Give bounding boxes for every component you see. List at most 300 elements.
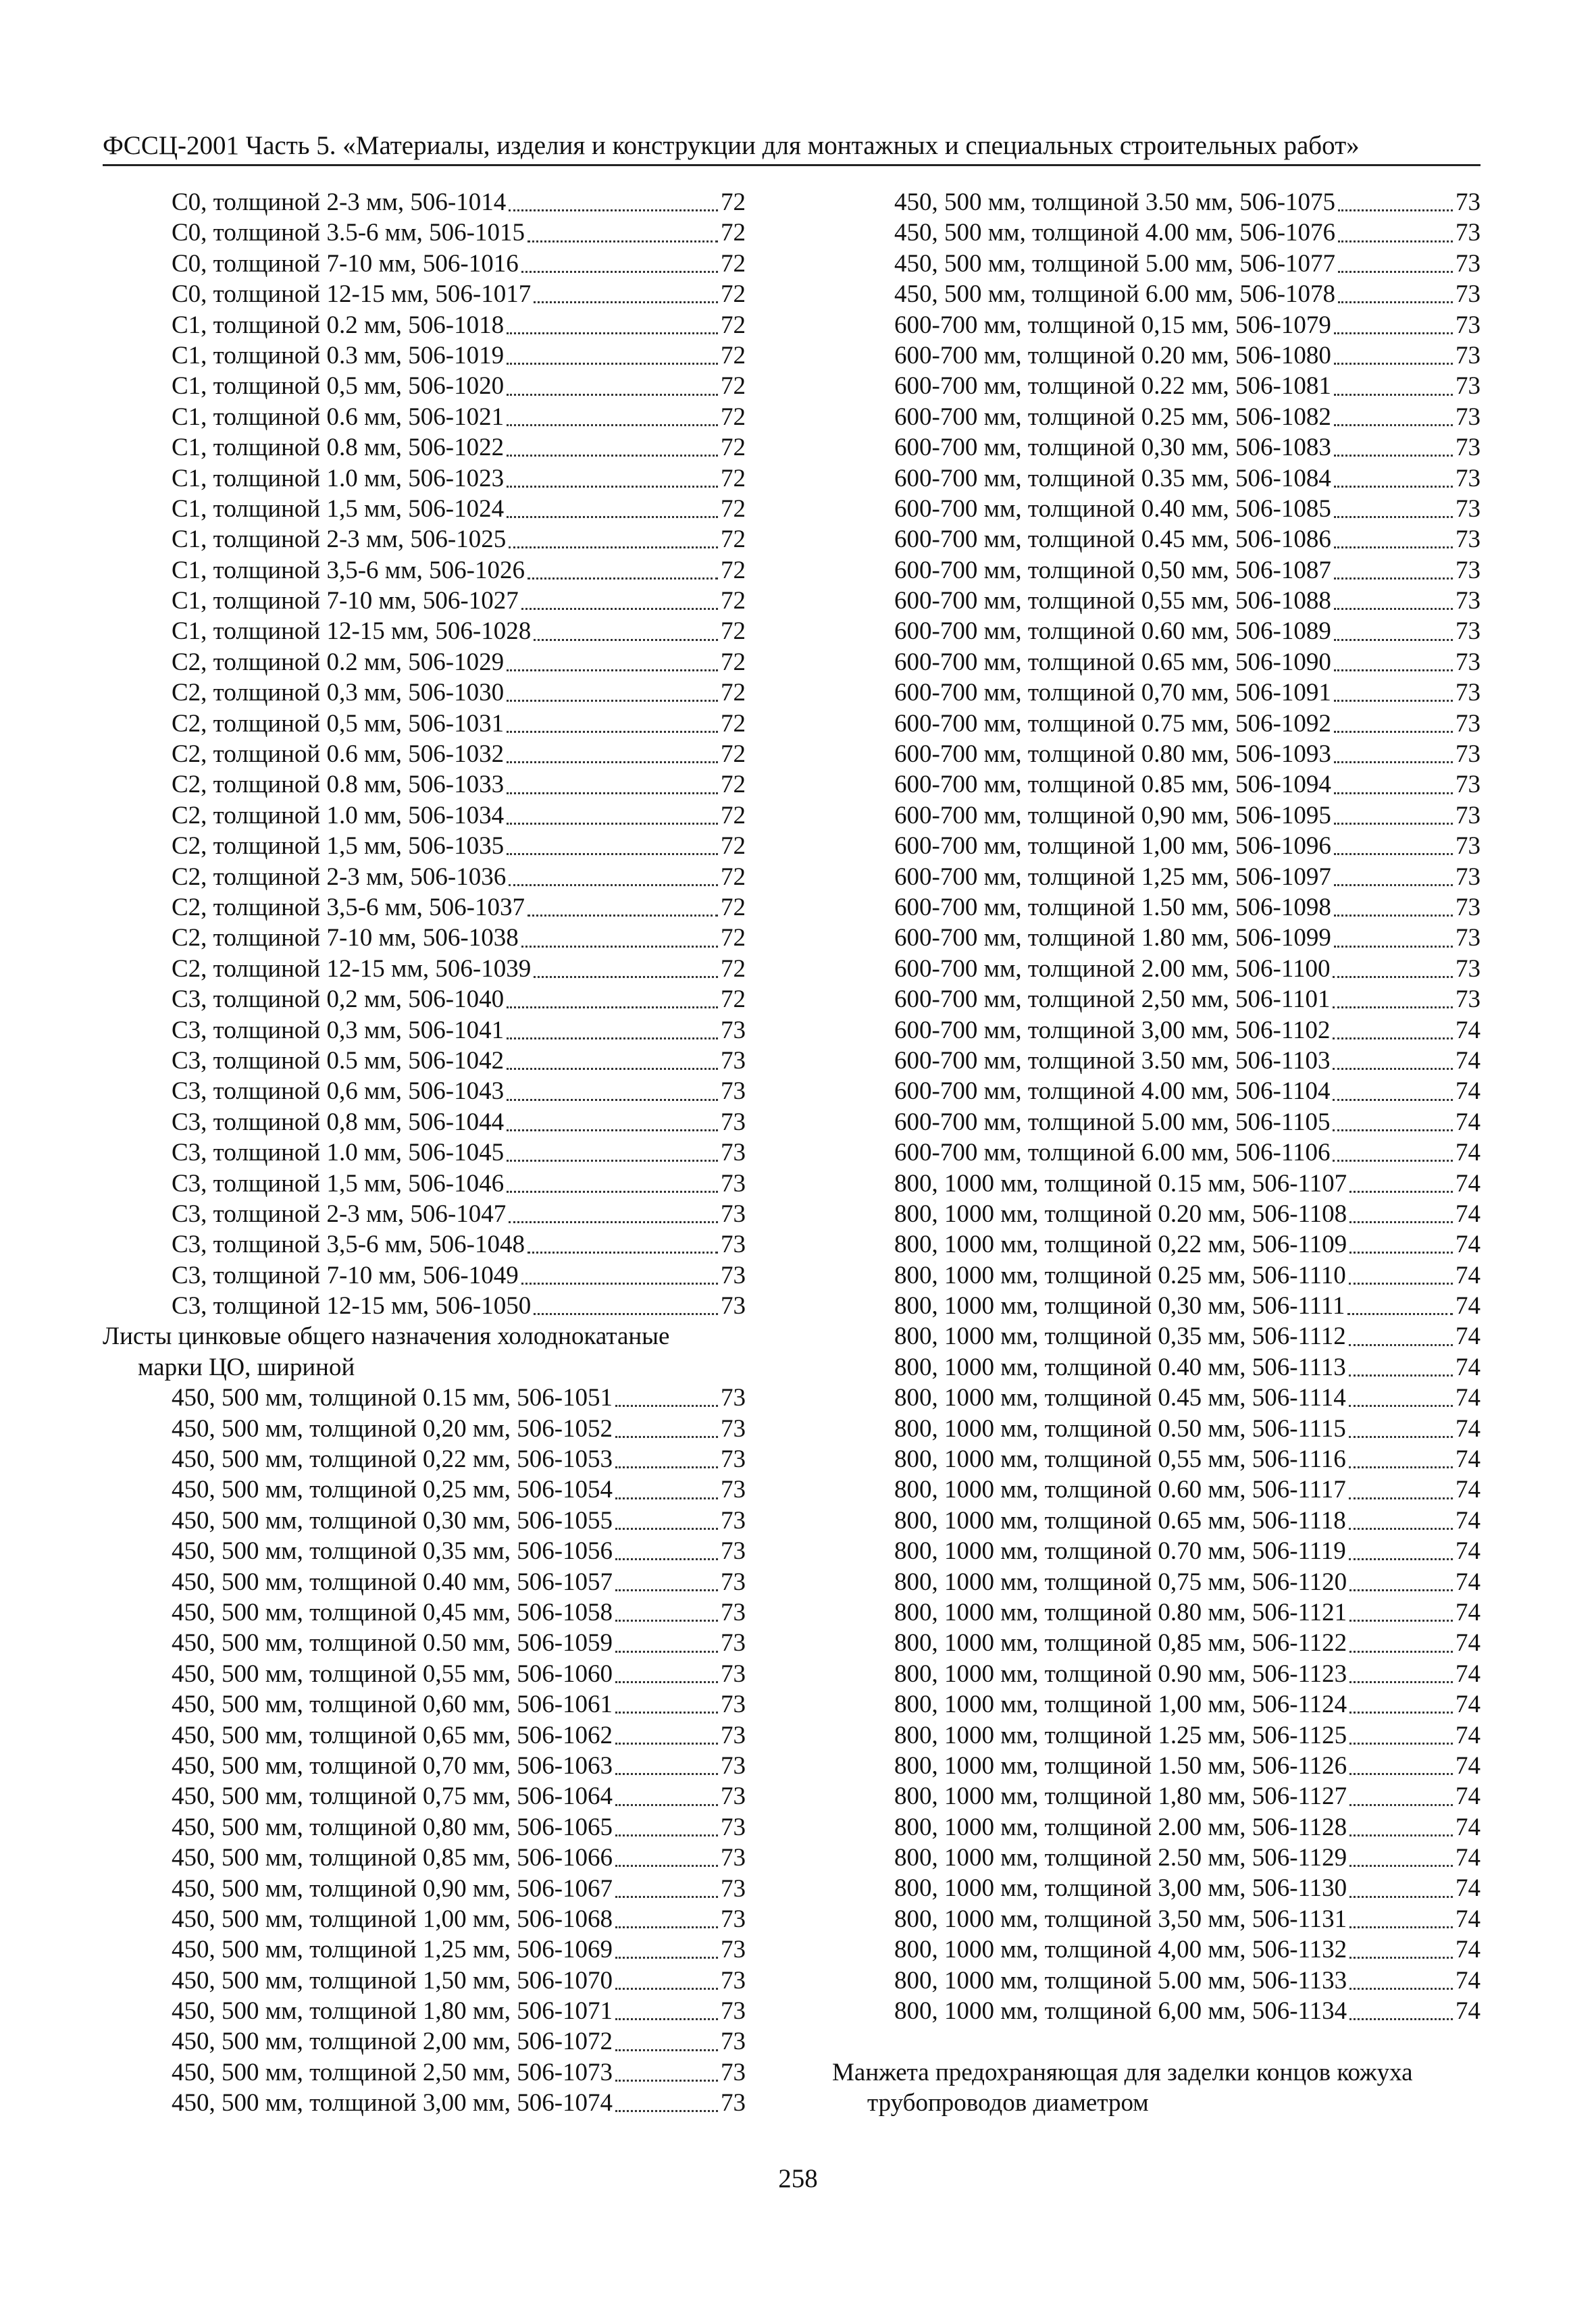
- entry-label: С3, толщиной 0,3 мм, 506-1041: [172, 1016, 505, 1044]
- dot-leader: [615, 1804, 718, 1806]
- entry-page-number: 73: [1456, 311, 1481, 339]
- entry-label: 800, 1000 мм, толщиной 0,55 мм, 506-1116: [894, 1445, 1346, 1474]
- entry-label: С3, толщиной 7-10 мм, 506-1049: [172, 1261, 519, 1289]
- entry-page-number: 73: [721, 1782, 746, 1811]
- index-entry: [103, 1506, 746, 1536]
- entry-label: 800, 1000 мм, толщиной 0,85 мм, 506-1122: [894, 1629, 1347, 1657]
- entry-page-number: 72: [721, 648, 746, 676]
- index-entry: [832, 1628, 1481, 1658]
- entry-label: С1, толщиной 0.2 мм, 506-1018: [172, 311, 505, 339]
- dot-leader: [1333, 1099, 1453, 1101]
- index-entry: [832, 1199, 1481, 1229]
- entry-page-number: 73: [721, 1997, 746, 2026]
- dot-leader: [509, 1221, 718, 1223]
- index-entry: [103, 1965, 746, 1996]
- index-entry: [832, 1843, 1481, 1873]
- entry-page-number: 74: [1456, 1414, 1481, 1443]
- entry-page-number: 74: [1456, 1353, 1481, 1381]
- entry-page-number: 72: [721, 464, 746, 492]
- dot-leader: [1349, 1466, 1453, 1468]
- index-entry: [103, 1996, 746, 2026]
- entry-label: 800, 1000 мм, толщиной 0,35 мм, 506-1112: [894, 1322, 1346, 1351]
- entry-label: 450, 500 мм, толщиной 0,85 мм, 506-1066: [172, 1844, 613, 1872]
- index-entry: [103, 1444, 746, 1474]
- entry-page-number: 73: [1456, 403, 1481, 431]
- index-entry: [103, 1812, 746, 1843]
- index-entry: [832, 1720, 1481, 1751]
- entry-label: 600-700 мм, толщиной 0.80 мм, 506-1093: [894, 740, 1331, 769]
- dot-leader: [615, 1528, 718, 1530]
- entry-label: С3, толщиной 0.5 мм, 506-1042: [172, 1046, 505, 1075]
- entry-label: С3, толщиной 12-15 мм, 506-1050: [172, 1292, 532, 1320]
- index-entry: [103, 310, 746, 340]
- index-entry: [832, 1291, 1481, 1321]
- index-entry: [832, 402, 1481, 432]
- dot-leader: [615, 1558, 718, 1560]
- entry-page-number: 73: [721, 1261, 746, 1289]
- entry-page-number: 73: [721, 1936, 746, 1964]
- section-title-line2: трубопроводов диаметром: [867, 2089, 1149, 2117]
- entry-page-number: 73: [721, 1721, 746, 1749]
- index-entry: [832, 1506, 1481, 1536]
- dot-leader: [527, 915, 718, 917]
- entry-page-number: 73: [1456, 617, 1481, 646]
- entry-page-number: 73: [721, 1292, 746, 1320]
- dot-leader: [507, 669, 718, 671]
- dot-leader: [1349, 1743, 1453, 1745]
- dot-leader: [507, 1160, 718, 1162]
- dot-leader: [1349, 1558, 1453, 1560]
- index-entry: [103, 187, 746, 217]
- index-entry: [103, 340, 746, 371]
- entry-page-number: 74: [1456, 1046, 1481, 1075]
- entry-page-number: 74: [1456, 1905, 1481, 1933]
- index-entry: [103, 1904, 746, 1934]
- section-title-line2: марки ЦО, шириной: [138, 1353, 355, 1381]
- index-entry: [832, 1137, 1481, 1168]
- entry-label: 450, 500 мм, толщиной 2,00 мм, 506-1072: [172, 2028, 613, 2056]
- index-entry: [103, 463, 746, 494]
- entry-page-number: 73: [1456, 434, 1481, 462]
- dot-leader: [507, 1068, 718, 1070]
- dot-leader: [615, 1681, 718, 1683]
- index-entry: [832, 739, 1481, 769]
- entry-label: С1, толщиной 1,5 мм, 506-1024: [172, 494, 505, 523]
- index-entry: [832, 1873, 1481, 1903]
- entry-page-number: 74: [1456, 1568, 1481, 1596]
- entry-page-number: 74: [1456, 1016, 1481, 1044]
- entry-label: 450, 500 мм, толщиной 1,25 мм, 506-1069: [172, 1936, 613, 1964]
- entry-page-number: 74: [1456, 1751, 1481, 1780]
- page-header: ФССЦ-2001 Часть 5. «Материалы, изделия и конструкции для монтажных и специальных строительных работ»: [103, 131, 1360, 160]
- dot-leader: [1349, 1926, 1453, 1928]
- entry-page-number: 72: [721, 709, 746, 738]
- index-entry: [832, 862, 1481, 892]
- section-title-line1: Манжета предохраняющая для заделки концов кожуха: [832, 2058, 1413, 2086]
- entry-label: С0, толщиной 3.5-6 мм, 506-1015: [172, 219, 525, 247]
- entry-page-number: 72: [721, 434, 746, 462]
- index-entry: [832, 1015, 1481, 1046]
- dot-leader: [1333, 1006, 1453, 1008]
- entry-page-number: 73: [721, 1476, 746, 1504]
- index-entry: [103, 1781, 746, 1811]
- index-entry: [103, 984, 746, 1014]
- index-entry: [103, 954, 746, 984]
- entry-label: С3, толщиной 1,5 мм, 506-1046: [172, 1169, 505, 1198]
- entry-page-number: 74: [1456, 1139, 1481, 1167]
- entry-page-number: 73: [1456, 494, 1481, 523]
- index-entry: [103, 2026, 746, 2057]
- section-title-zinc-sheets: [103, 1321, 746, 1383]
- entry-page-number: 73: [721, 1384, 746, 1412]
- index-entry: [103, 1015, 746, 1046]
- dot-leader: [1334, 332, 1453, 334]
- entry-label: 600-700 мм, толщиной 5.00 мм, 506-1105: [894, 1108, 1331, 1136]
- index-entry: [103, 862, 746, 892]
- entry-page-number: 73: [721, 1537, 746, 1566]
- dot-leader: [1334, 669, 1453, 671]
- dot-leader: [615, 1589, 718, 1591]
- dot-leader: [1333, 1037, 1453, 1039]
- index-entry: [103, 1751, 746, 1781]
- index-entry: [832, 1107, 1481, 1137]
- entry-page-number: 73: [1456, 372, 1481, 401]
- dot-leader: [615, 1865, 718, 1867]
- entry-page-number: 73: [721, 2058, 746, 2086]
- entry-label: 450, 500 мм, толщиной 0,45 мм, 506-1058: [172, 1599, 613, 1626]
- dot-leader: [521, 946, 718, 948]
- dot-leader: [1349, 1528, 1453, 1530]
- index-entry: [103, 923, 746, 953]
- entry-label: С1, толщиной 0.8 мм, 506-1022: [172, 434, 505, 462]
- index-entry: [103, 1874, 746, 1904]
- index-entry: [103, 1199, 746, 1229]
- dot-leader: [1349, 1344, 1453, 1346]
- dot-leader: [527, 240, 718, 242]
- entry-label: 450, 500 мм, толщиной 0,35 мм, 506-1056: [172, 1537, 613, 1566]
- entry-page-number: 73: [1456, 740, 1481, 769]
- entry-page-number: 74: [1456, 1261, 1481, 1289]
- index-entry: [832, 1352, 1481, 1383]
- dot-leader: [615, 2049, 718, 2051]
- entry-page-number: 73: [1456, 863, 1481, 891]
- index-entry: [832, 279, 1481, 309]
- entry-label: 600-700 мм, толщиной 0.40 мм, 506-1085: [894, 494, 1331, 523]
- dot-leader: [1349, 1957, 1453, 1959]
- entry-page-number: 72: [721, 985, 746, 1014]
- entry-label: 800, 1000 мм, толщиной 0.20 мм, 506-1108: [894, 1200, 1347, 1228]
- index-entry: [103, 217, 746, 248]
- entry-page-number: 73: [1456, 280, 1481, 309]
- section-title-line1: Листы цинковые общего назначения холоднокатаные: [103, 1322, 670, 1351]
- entry-page-number: 73: [721, 1108, 746, 1136]
- dot-leader: [1349, 1191, 1453, 1193]
- entry-label: С3, толщиной 3,5-6 мм, 506-1048: [172, 1231, 525, 1259]
- entry-page-number: 73: [721, 1077, 746, 1106]
- entry-label: 450, 500 мм, толщиной 1,80 мм, 506-1071: [172, 1997, 613, 2026]
- dot-leader: [1334, 823, 1453, 825]
- index-entry: [832, 310, 1481, 340]
- dot-leader: [1349, 1374, 1453, 1377]
- entry-page-number: 73: [1456, 587, 1481, 615]
- entry-label: С2, толщиной 0,5 мм, 506-1031: [172, 709, 505, 738]
- dot-leader: [521, 1283, 718, 1285]
- entry-label: С2, толщиной 0,3 мм, 506-1030: [172, 679, 505, 707]
- index-entry: [832, 984, 1481, 1014]
- dot-leader: [507, 486, 718, 488]
- index-entry: [832, 1567, 1481, 1597]
- entry-label: С1, толщиной 3,5-6 мм, 506-1026: [172, 556, 525, 584]
- entry-label: 600-700 мм, толщиной 0.60 мм, 506-1089: [894, 617, 1331, 646]
- entry-label: 800, 1000 мм, толщиной 1,80 мм, 506-1127: [894, 1782, 1347, 1811]
- dot-leader: [615, 1896, 718, 1898]
- entry-page-number: 74: [1456, 1598, 1481, 1626]
- entry-page-number: 73: [721, 1905, 746, 1933]
- index-entry: [832, 1812, 1481, 1843]
- entry-page-number: 74: [1456, 1231, 1481, 1259]
- entry-label: 800, 1000 мм, толщиной 3,50 мм, 506-1131: [894, 1905, 1347, 1933]
- entry-page-number: 73: [721, 1629, 746, 1657]
- index-entry: [103, 677, 746, 708]
- entry-label: 800, 1000 мм, толщиной 0.60 мм, 506-1117: [894, 1476, 1346, 1504]
- entry-label: 450, 500 мм, толщиной 1,50 мм, 506-1070: [172, 1966, 613, 1995]
- dot-leader: [1349, 1405, 1453, 1407]
- entry-label: 600-700 мм, толщиной 0,90 мм, 506-1095: [894, 801, 1331, 829]
- entry-label: 800, 1000 мм, толщиной 4,00 мм, 506-1132: [894, 1936, 1347, 1964]
- entry-page-number: 73: [1456, 188, 1481, 216]
- entry-page-number: 73: [721, 1751, 746, 1780]
- entry-label: 450, 500 мм, толщиной 4.00 мм, 506-1076: [894, 219, 1336, 247]
- entry-page-number: 74: [1456, 1660, 1481, 1688]
- entry-label: С1, толщиной 2-3 мм, 506-1025: [172, 525, 507, 554]
- entry-page-number: 72: [721, 863, 746, 891]
- entry-page-number: 73: [1456, 893, 1481, 921]
- entry-label: 450, 500 мм, толщиной 0.50 мм, 506-1059: [172, 1629, 613, 1657]
- dot-leader: [615, 1743, 718, 1745]
- index-entry: [103, 1659, 746, 1689]
- entry-label: С0, толщиной 7-10 мм, 506-1016: [172, 249, 519, 278]
- entry-label: 450, 500 мм, толщиной 0.15 мм, 506-1051: [172, 1384, 613, 1412]
- index-entry: [103, 432, 746, 463]
- dot-leader: [507, 1099, 718, 1101]
- entry-page-number: 73: [721, 1874, 746, 1903]
- index-entry: [832, 1383, 1481, 1413]
- entry-label: 600-700 мм, толщиной 0.22 мм, 506-1081: [894, 372, 1331, 401]
- dot-leader: [521, 608, 718, 610]
- entry-label: 800, 1000 мм, толщиной 5.00 мм, 506-1133: [894, 1966, 1347, 1995]
- entry-page-number: 74: [1456, 1384, 1481, 1412]
- dot-leader: [507, 1129, 718, 1131]
- entry-page-number: 74: [1456, 1813, 1481, 1841]
- index-entry: [103, 1567, 746, 1597]
- dot-leader: [615, 1405, 718, 1407]
- index-entry: [832, 677, 1481, 708]
- dot-leader: [1334, 731, 1453, 733]
- entry-label: 600-700 мм, толщиной 2.00 мм, 506-1100: [894, 954, 1331, 983]
- dot-leader: [1349, 1712, 1453, 1714]
- dot-leader: [527, 1252, 718, 1254]
- index-entry: [832, 647, 1481, 677]
- entry-page-number: 74: [1456, 1200, 1481, 1228]
- dot-leader: [534, 301, 718, 303]
- index-entry: [832, 1229, 1481, 1260]
- dot-leader: [1349, 2018, 1453, 2020]
- dot-leader: [1334, 946, 1453, 948]
- index-entry: [103, 1628, 746, 1658]
- entry-page-number: 73: [721, 1046, 746, 1075]
- entry-page-number: 74: [1456, 1721, 1481, 1749]
- entry-page-number: 73: [721, 1016, 746, 1044]
- dot-leader: [507, 761, 718, 763]
- index-entry: [103, 1076, 746, 1106]
- dot-leader: [615, 1926, 718, 1928]
- dot-leader: [507, 792, 718, 794]
- entry-label: 600-700 мм, толщиной 0,50 мм, 506-1087: [894, 556, 1331, 584]
- dot-leader: [1334, 577, 1453, 580]
- entry-page-number: 72: [721, 617, 746, 646]
- dot-leader: [1338, 301, 1453, 303]
- entry-page-number: 73: [721, 1691, 746, 1719]
- entry-label: 800, 1000 мм, толщиной 2.00 мм, 506-1128: [894, 1813, 1347, 1841]
- dot-leader: [1349, 1221, 1453, 1223]
- dot-leader: [1333, 976, 1453, 978]
- entry-page-number: 72: [721, 280, 746, 309]
- index-entry: [832, 463, 1481, 494]
- dot-leader: [507, 1006, 718, 1008]
- dot-leader: [1349, 1283, 1453, 1285]
- entry-page-number: 72: [721, 403, 746, 431]
- dot-leader: [1334, 915, 1453, 917]
- entry-label: 600-700 мм, толщиной 0,30 мм, 506-1083: [894, 434, 1331, 462]
- entry-label: 800, 1000 мм, толщиной 0.65 мм, 506-1118: [894, 1506, 1346, 1535]
- entry-page-number: 73: [1456, 954, 1481, 983]
- dot-leader: [1334, 884, 1453, 886]
- entry-label: 800, 1000 мм, толщиной 0,75 мм, 506-1120: [894, 1568, 1347, 1596]
- index-entry: [103, 1843, 746, 1873]
- entry-label: 450, 500 мм, толщиной 0,90 мм, 506-1067: [172, 1874, 613, 1903]
- entry-page-number: 73: [1456, 679, 1481, 707]
- index-entry: [103, 371, 746, 401]
- dot-leader: [509, 209, 718, 211]
- entry-label: 800, 1000 мм, толщиной 0.80 мм, 506-1121: [894, 1598, 1347, 1626]
- entry-page-number: 74: [1456, 1936, 1481, 1964]
- entry-label: С2, толщиной 0.6 мм, 506-1032: [172, 740, 505, 769]
- index-entry: [103, 2088, 746, 2118]
- index-entry: [103, 1474, 746, 1505]
- entry-label: С1, толщиной 1.0 мм, 506-1023: [172, 464, 505, 492]
- entry-page-number: 73: [1456, 648, 1481, 676]
- page-number: 258: [778, 2164, 818, 2193]
- dot-leader: [1334, 761, 1453, 763]
- index-entry: [832, 187, 1481, 217]
- dot-leader: [615, 1988, 718, 1990]
- index-entry: [103, 709, 746, 739]
- dot-leader: [534, 639, 718, 641]
- entry-label: 600-700 мм, толщиной 0.20 мм, 506-1080: [894, 341, 1331, 369]
- index-entry: [832, 1046, 1481, 1076]
- entry-label: 600-700 мм, толщиной 0,70 мм, 506-1091: [894, 679, 1331, 707]
- entry-label: С1, толщиной 0.3 мм, 506-1019: [172, 341, 505, 369]
- entry-label: 600-700 мм, толщиной 1,25 мм, 506-1097: [894, 863, 1331, 891]
- entry-page-number: 72: [721, 249, 746, 278]
- entry-label: С2, толщиной 0.2 мм, 506-1029: [172, 648, 505, 676]
- entry-page-number: 73: [721, 1844, 746, 1872]
- dot-leader: [1349, 1865, 1453, 1867]
- entry-label: С2, толщиной 2-3 мм, 506-1036: [172, 863, 507, 891]
- entry-page-number: 72: [721, 893, 746, 921]
- entry-label: С1, толщиной 0.6 мм, 506-1021: [172, 403, 505, 431]
- index-entry: [103, 616, 746, 646]
- dot-leader: [1349, 1896, 1453, 1898]
- entry-label: С3, толщиной 2-3 мм, 506-1047: [172, 1200, 507, 1228]
- index-entry: [832, 1444, 1481, 1474]
- entry-label: 800, 1000 мм, толщиной 0.15 мм, 506-1107: [894, 1169, 1347, 1198]
- dot-leader: [615, 1620, 718, 1622]
- left-column: [103, 187, 746, 2119]
- entry-label: 450, 500 мм, толщиной 0,65 мм, 506-1062: [172, 1721, 613, 1749]
- entry-page-number: 74: [1456, 1169, 1481, 1198]
- dot-leader: [1338, 240, 1453, 242]
- index-entry: [103, 739, 746, 769]
- dot-leader: [507, 455, 718, 457]
- index-entry: [832, 555, 1481, 586]
- dot-leader: [1349, 1804, 1453, 1806]
- entry-label: 800, 1000 мм, толщиной 0.25 мм, 506-1110: [894, 1261, 1346, 1289]
- index-entry: [832, 1168, 1481, 1199]
- entry-label: 800, 1000 мм, толщиной 0,30 мм, 506-1111: [894, 1292, 1345, 1320]
- index-entry: [103, 1689, 746, 1720]
- dot-leader: [507, 823, 718, 825]
- entry-label: 450, 500 мм, толщиной 1,00 мм, 506-1068: [172, 1905, 613, 1933]
- dot-leader: [615, 2110, 718, 2112]
- left-entries-b: [103, 1383, 746, 2118]
- index-entry: [103, 402, 746, 432]
- dot-leader: [1349, 1651, 1453, 1653]
- index-entry: [103, 279, 746, 309]
- dot-leader: [507, 1037, 718, 1039]
- dot-leader: [507, 516, 718, 518]
- index-entry: [832, 494, 1481, 524]
- entry-page-number: 74: [1456, 1966, 1481, 1995]
- entry-page-number: 73: [721, 1445, 746, 1474]
- entry-label: 800, 1000 мм, толщиной 0.50 мм, 506-1115: [894, 1414, 1346, 1443]
- index-entry: [832, 1934, 1481, 1965]
- entry-page-number: 72: [721, 341, 746, 369]
- dot-leader: [1334, 516, 1453, 518]
- dot-leader: [507, 424, 718, 426]
- index-entry: [832, 1996, 1481, 2026]
- entry-label: 450, 500 мм, толщиной 0,20 мм, 506-1052: [172, 1414, 613, 1443]
- entry-page-number: 72: [721, 188, 746, 216]
- entry-label: 450, 500 мм, толщиной 0,80 мм, 506-1065: [172, 1813, 613, 1841]
- entry-label: 800, 1000 мм, толщиной 0,22 мм, 506-1109: [894, 1231, 1347, 1259]
- entry-page-number: 73: [721, 1139, 746, 1167]
- entry-page-number: 74: [1456, 1322, 1481, 1351]
- index-entry: [832, 1659, 1481, 1689]
- dot-leader: [1334, 546, 1453, 548]
- dot-leader: [615, 1466, 718, 1468]
- entry-page-number: 72: [721, 494, 746, 523]
- dot-leader: [507, 700, 718, 702]
- entry-page-number: 74: [1456, 1077, 1481, 1106]
- entry-page-number: 73: [1456, 985, 1481, 1014]
- entry-label: С2, толщиной 1.0 мм, 506-1034: [172, 801, 505, 829]
- index-entry: [103, 1597, 746, 1628]
- dot-leader: [615, 1497, 718, 1499]
- index-entry: [103, 586, 746, 616]
- dot-leader: [1349, 1988, 1453, 1990]
- entry-page-number: 72: [721, 740, 746, 769]
